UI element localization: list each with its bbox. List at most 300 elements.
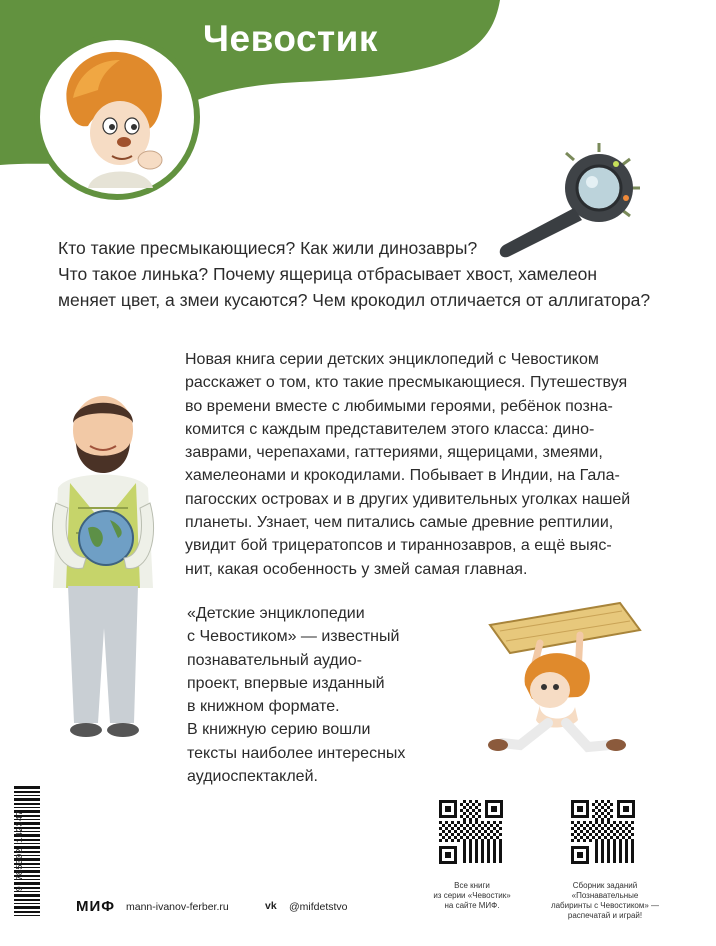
description-line: хамелеонами и крокодилами. Побывает в Индии, на Гала- [185, 467, 620, 485]
qr-module [490, 836, 493, 839]
qr-module [463, 821, 466, 824]
qr-module [613, 860, 616, 863]
qr-module [457, 821, 460, 824]
qr-module [607, 860, 610, 863]
qr-module [631, 827, 634, 830]
qr-module [595, 827, 598, 830]
qr-module [499, 821, 502, 824]
qr-module [598, 815, 601, 818]
qr-module [499, 833, 502, 836]
qr-module [619, 845, 622, 848]
qr-module [607, 857, 610, 860]
qr-module [631, 821, 634, 824]
barcode [0, 782, 40, 942]
qr-module [595, 806, 598, 809]
qr-module [574, 836, 577, 839]
qr-module [580, 830, 583, 833]
qr-module [595, 812, 598, 815]
qr-module [475, 860, 478, 863]
qr-module [463, 854, 466, 857]
qr-module [493, 845, 496, 848]
qr-module [463, 827, 466, 830]
qr-module [613, 854, 616, 857]
vk-handle-link[interactable]: @mifdetstvo [289, 901, 348, 913]
qr-caption-line: Все книги [454, 881, 490, 890]
qr-module [601, 860, 604, 863]
qr-module [586, 824, 589, 827]
qr-module [469, 812, 472, 815]
qr-module [607, 842, 610, 845]
qr-module [613, 833, 616, 836]
qr-module [619, 827, 622, 830]
qr-module [445, 839, 448, 842]
qr-module [625, 845, 628, 848]
qr-module [466, 836, 469, 839]
qr-module [628, 830, 631, 833]
qr-module [610, 824, 613, 827]
qr-module [601, 839, 604, 842]
qr-module [475, 857, 478, 860]
qr-module [451, 827, 454, 830]
qr-module [604, 803, 607, 806]
qr-module [631, 839, 634, 842]
qr-module [625, 821, 628, 824]
qr-module [625, 833, 628, 836]
qr-module [616, 836, 619, 839]
qr-module [631, 845, 634, 848]
qr-module [607, 827, 610, 830]
qr-module [472, 836, 475, 839]
qr-module [607, 854, 610, 857]
qr-module [481, 848, 484, 851]
qr-module [631, 854, 634, 857]
uncle-kuzya-illustration [28, 388, 178, 748]
qr-module [598, 803, 601, 806]
qr-module [487, 827, 490, 830]
qr-module [469, 860, 472, 863]
qr-module [592, 830, 595, 833]
qr-module [487, 854, 490, 857]
qr-module [499, 854, 502, 857]
qr-module [601, 848, 604, 851]
qr-module [442, 824, 445, 827]
qr-module [448, 830, 451, 833]
qr-module [601, 821, 604, 824]
qr-module [580, 824, 583, 827]
qr-module [595, 821, 598, 824]
qr-module [469, 842, 472, 845]
qr-module [607, 851, 610, 854]
qr-module [445, 833, 448, 836]
qr-module [571, 839, 574, 842]
qr-module [622, 824, 625, 827]
description-line: заврами, черепахами, гаттериями, ящерицами, змеями, [185, 444, 603, 462]
qr-module [451, 833, 454, 836]
qr-module [475, 854, 478, 857]
qr-module [496, 836, 499, 839]
qr-module [625, 848, 628, 851]
series-description [187, 602, 517, 788]
qr-module [439, 821, 442, 824]
qr-module [598, 809, 601, 812]
qr-module [607, 806, 610, 809]
qr-module [481, 845, 484, 848]
barcode-number: 9 785002 142347 [15, 810, 25, 892]
qr-module [451, 839, 454, 842]
qr-module [607, 800, 610, 803]
qr-module [487, 842, 490, 845]
qr-module [475, 812, 478, 815]
qr-code-series[interactable] [437, 798, 505, 866]
qr-module [496, 830, 499, 833]
qr-module [472, 830, 475, 833]
qr-module [463, 842, 466, 845]
qr-module [469, 851, 472, 854]
qr-module [463, 848, 466, 851]
qr-module [475, 848, 478, 851]
qr-module [577, 839, 580, 842]
qr-module [463, 833, 466, 836]
qr-code-labyrinths[interactable] [569, 798, 637, 866]
qr-module [619, 833, 622, 836]
qr-module [625, 860, 628, 863]
qr-module [448, 824, 451, 827]
qr-module [466, 815, 469, 818]
qr-module [484, 836, 487, 839]
qr-module [592, 809, 595, 812]
description-line: увидит бой трицератопсов и тираннозавров, а ещё выяс- [185, 537, 612, 555]
qr-module [493, 842, 496, 845]
qr-module [595, 845, 598, 848]
qr-module [487, 848, 490, 851]
qr-module [607, 845, 610, 848]
qr-module [487, 851, 490, 854]
qr-module [610, 830, 613, 833]
qr-module [619, 848, 622, 851]
qr-module [490, 824, 493, 827]
qr-module [454, 830, 457, 833]
qr-module [478, 803, 481, 806]
qr-module [475, 827, 478, 830]
qr-module [490, 830, 493, 833]
qr-module [571, 821, 574, 824]
qr-module [475, 818, 478, 821]
qr-module [469, 854, 472, 857]
qr-module [595, 854, 598, 857]
qr-module [601, 845, 604, 848]
qr-module [469, 848, 472, 851]
qr-module [445, 827, 448, 830]
qr-module [460, 836, 463, 839]
qr-module [469, 845, 472, 848]
qr-module [460, 809, 463, 812]
qr-module [457, 827, 460, 830]
qr-caption-line: Сборник заданий «Познавательные [571, 881, 639, 900]
qr-module [595, 857, 598, 860]
qr-module [475, 842, 478, 845]
qr-module [442, 830, 445, 833]
qr-module [487, 857, 490, 860]
qr-module [499, 827, 502, 830]
qr-module [463, 800, 466, 803]
qr-module [481, 842, 484, 845]
publisher-logo: МИФ [76, 898, 116, 915]
qr-module [469, 806, 472, 809]
qr-module [601, 857, 604, 860]
qr-module [610, 836, 613, 839]
qr-module [601, 800, 604, 803]
qr-module [607, 818, 610, 821]
qr-module [580, 836, 583, 839]
qr-module [628, 836, 631, 839]
qr-module [463, 812, 466, 815]
qr-module [586, 836, 589, 839]
qr-module [460, 830, 463, 833]
qr-module [574, 824, 577, 827]
qr-module [472, 803, 475, 806]
qr-caption-line: распечатай и играй! [567, 911, 643, 920]
qr-module [583, 833, 586, 836]
qr-module [478, 815, 481, 818]
qr-module [589, 839, 592, 842]
qr-module [607, 833, 610, 836]
intro-line: Кто такие пресмыкающиеся? Как жили динозавры? [58, 238, 478, 258]
qr-module [499, 848, 502, 851]
qr-module [487, 821, 490, 824]
description-line: во времени вместе с любимыми героями, ребёнок позна- [185, 397, 613, 415]
qr-caption-line: из серии «Чевостик» [433, 891, 511, 900]
qr-module [493, 860, 496, 863]
qr-module [460, 815, 463, 818]
qr-module [469, 821, 472, 824]
series-line: «Детские энциклопедии [187, 605, 365, 622]
qr-module [601, 806, 604, 809]
qr-module [625, 857, 628, 860]
qr-module [493, 839, 496, 842]
qr-module [625, 854, 628, 857]
qr-module [616, 830, 619, 833]
qr-module [463, 806, 466, 809]
qr-module [589, 821, 592, 824]
qr-module [631, 851, 634, 854]
book-description [185, 348, 705, 581]
qr-module [604, 824, 607, 827]
qr-module [466, 830, 469, 833]
qr-module [601, 833, 604, 836]
qr-module [595, 842, 598, 845]
qr-module [574, 830, 577, 833]
qr-module [598, 836, 601, 839]
qr-module [481, 839, 484, 842]
qr-module [619, 842, 622, 845]
qr-module [478, 836, 481, 839]
qr-module [613, 848, 616, 851]
qr-module [469, 818, 472, 821]
qr-module [607, 821, 610, 824]
chevostik-portrait [38, 38, 196, 196]
qr-module [619, 851, 622, 854]
qr-module [460, 824, 463, 827]
qr-module [457, 833, 460, 836]
qr-module [613, 857, 616, 860]
qr-module [577, 827, 580, 830]
qr-module [622, 830, 625, 833]
qr-module [487, 860, 490, 863]
qr-module [487, 845, 490, 848]
intro-line: Что такое линька? Почему ящерица отбрасывает хвост, хамелеон [58, 264, 598, 284]
qr-module [466, 809, 469, 812]
qr-module [439, 839, 442, 842]
series-line: тексты наиболее интересных [187, 744, 406, 762]
qr-module [604, 830, 607, 833]
qr-module [631, 842, 634, 845]
qr-module [478, 809, 481, 812]
qr-module [616, 824, 619, 827]
qr-module [595, 851, 598, 854]
qr-module [613, 845, 616, 848]
qr-module [481, 860, 484, 863]
qr-module [595, 818, 598, 821]
qr-module [628, 824, 631, 827]
qr-module [475, 839, 478, 842]
qr-module [463, 845, 466, 848]
qr-module [589, 827, 592, 830]
qr-module [463, 818, 466, 821]
series-line: в книжном формате. [187, 698, 340, 716]
qr-module [481, 857, 484, 860]
qr-module [439, 827, 442, 830]
qr-module [439, 833, 442, 836]
qr-module [499, 842, 502, 845]
qr-module [472, 815, 475, 818]
qr-module [469, 800, 472, 803]
qr-module [631, 848, 634, 851]
qr-module [463, 851, 466, 854]
qr-module [577, 833, 580, 836]
qr-module [592, 815, 595, 818]
qr-module [493, 857, 496, 860]
qr-module [598, 824, 601, 827]
qr-module [625, 827, 628, 830]
qr-module [469, 827, 472, 830]
qr-module [463, 839, 466, 842]
qr-module [592, 836, 595, 839]
qr-module [619, 821, 622, 824]
qr-module [595, 860, 598, 863]
qr-module [475, 845, 478, 848]
qr-module [493, 851, 496, 854]
series-line: проект, впервые изданный [187, 674, 385, 692]
qr-module [493, 848, 496, 851]
qr-module [631, 833, 634, 836]
qr-module [499, 839, 502, 842]
qr-module [484, 824, 487, 827]
description-line: комится с каждым представителем этого класса: дино- [185, 420, 595, 438]
qr-module [607, 812, 610, 815]
qr-module [595, 800, 598, 803]
qr-module [610, 815, 613, 818]
qr-module [475, 851, 478, 854]
qr-module [583, 821, 586, 824]
qr-module [481, 833, 484, 836]
qr-module [454, 824, 457, 827]
qr-module [613, 842, 616, 845]
qr-module [466, 824, 469, 827]
qr-module [481, 854, 484, 857]
qr-module [613, 839, 616, 842]
qr-module [619, 857, 622, 860]
qr-module [478, 830, 481, 833]
qr-module [583, 827, 586, 830]
qr-module [607, 848, 610, 851]
qr-module [469, 839, 472, 842]
qr-module [601, 842, 604, 845]
qr-module [601, 818, 604, 821]
qr-module [604, 836, 607, 839]
qr-module [631, 860, 634, 863]
qr-module [493, 854, 496, 857]
description-line: пагосских островах и в других удивительных уголках нашей [185, 490, 631, 508]
qr-module [487, 833, 490, 836]
qr-module [571, 827, 574, 830]
qr-module [448, 836, 451, 839]
qr-module [451, 821, 454, 824]
running-chevostik-illustration [470, 595, 650, 770]
qr-module [625, 842, 628, 845]
qr-module [613, 821, 616, 824]
qr-module [499, 845, 502, 848]
qr-module [601, 812, 604, 815]
series-line: с Чевостиком» — известный [187, 628, 400, 646]
qr-module [454, 836, 457, 839]
qr-module [604, 809, 607, 812]
qr-module [595, 839, 598, 842]
qr-module [463, 857, 466, 860]
qr-module [493, 821, 496, 824]
qr-module [472, 824, 475, 827]
qr-module [466, 803, 469, 806]
qr-module [481, 851, 484, 854]
qr-module [571, 833, 574, 836]
qr-caption-line: лабиринты с Чевостиком» — [550, 901, 660, 910]
qr-module [487, 839, 490, 842]
page-title: Чевостик [203, 18, 378, 59]
series-line: познавательный аудио- [187, 651, 362, 669]
qr-caption-line: на сайте МИФ. [444, 901, 500, 910]
publisher-website-link[interactable]: mann-ivanov-ferber.ru [126, 901, 229, 913]
qr-module [625, 851, 628, 854]
qr-module [601, 851, 604, 854]
qr-caption-series [413, 881, 531, 911]
qr-module [493, 827, 496, 830]
qr-module [598, 830, 601, 833]
qr-module [472, 809, 475, 812]
series-line: В книжную серию вошли [187, 721, 371, 739]
qr-module [595, 833, 598, 836]
qr-module [496, 824, 499, 827]
qr-module [469, 833, 472, 836]
vk-icon: vk [265, 900, 277, 912]
qr-module [475, 800, 478, 803]
qr-module [583, 839, 586, 842]
qr-module [499, 860, 502, 863]
qr-module [499, 851, 502, 854]
description-line: нит, какая особенность у змей самая главная. [185, 560, 528, 578]
qr-module [601, 854, 604, 857]
qr-module [481, 821, 484, 824]
qr-module [613, 851, 616, 854]
qr-module [595, 848, 598, 851]
